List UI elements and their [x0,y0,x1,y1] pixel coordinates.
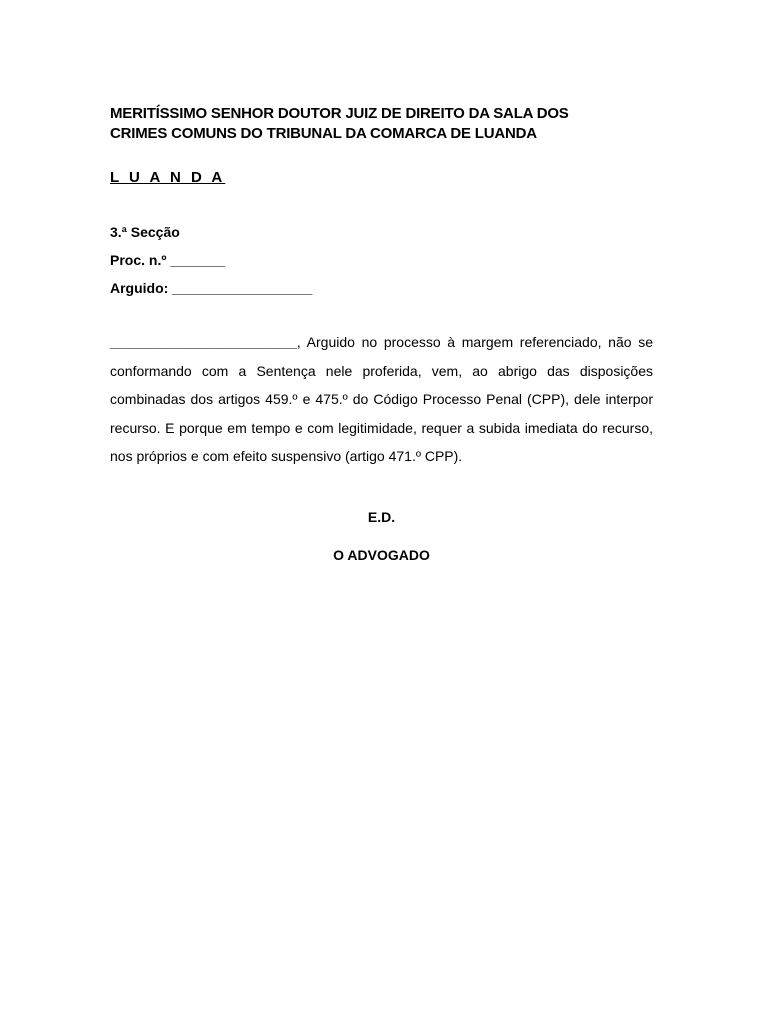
petition-text: , Arguido no processo à margem referenciado, não se conformando com a Sentença nele proferida, vem, ao abrigo das disposições combinadas dos artigos 459.º e 475.º do Código Processo Penal (CPP), dele interpor recurso. E porque em tempo e com legitimidade, requer a subida imediata do recurso, nos próprios e com efeito suspensivo (artigo 471.º CPP). [110,334,653,464]
defendant-label: Arguido: __________________ [110,280,313,296]
section-label: 3.ª Secção [110,224,180,240]
process-number-label: Proc. n.º _______ [110,252,225,268]
signature-label: O ADVOGADO [333,547,430,563]
city-label: L U A N D A [110,169,226,186]
closing-ed: E.D. [367,509,396,525]
petition-paragraph [110,328,653,471]
addressee-heading [110,104,670,144]
addressee-line-1: MERITÍSSIMO SENHOR DOUTOR JUIZ DE DIREITO DA SALA DOS [110,105,569,122]
addressee-line-2: CRIMES COMUNS DO TRIBUNAL DA COMARCA DE LUANDA [110,125,537,142]
defendant-name-blank: ________________________ [110,334,297,350]
